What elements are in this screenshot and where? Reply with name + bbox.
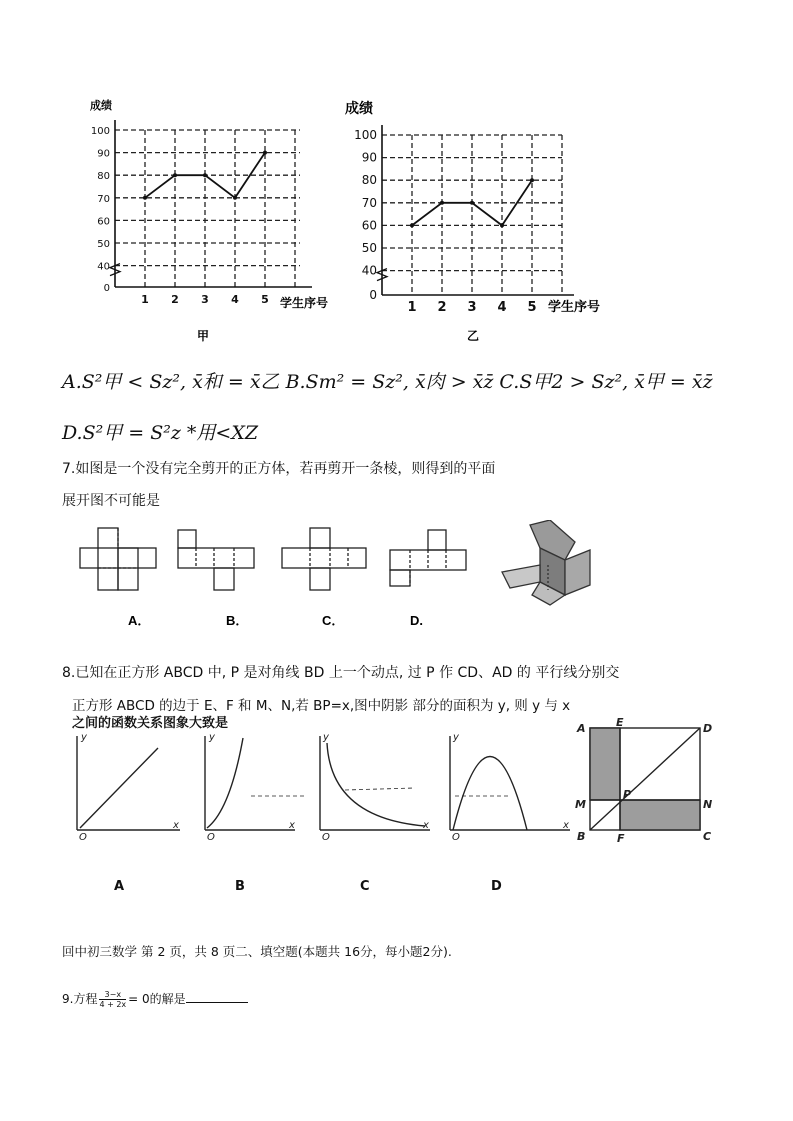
q8-graph-b: [205, 736, 295, 830]
q8-option-d: D: [491, 879, 502, 894]
y-tick-label: 50: [361, 241, 377, 255]
data-point: [440, 201, 444, 205]
q7-figures: [70, 520, 630, 635]
q8-option-a: A: [114, 879, 125, 894]
q8-graph-b-o: O: [207, 832, 215, 843]
q8-graph-c-y: y: [323, 732, 329, 743]
q7-option-a: A．: [128, 613, 151, 628]
data-point: [410, 223, 414, 227]
chart-yi-axes: [377, 125, 574, 295]
x-tick-label: 2: [437, 300, 447, 315]
data-point: [203, 173, 207, 177]
q8-figures: [65, 718, 725, 898]
q8-graph-c-x: x: [423, 820, 429, 831]
q7-net-d: [390, 530, 466, 586]
chart-yi-xticks: [407, 300, 536, 315]
q6-options-line1: [62, 367, 713, 394]
x-tick-label: 4: [497, 300, 507, 315]
data-point: [263, 151, 267, 155]
q7-net-c: [282, 528, 366, 590]
q9-suffix: = 0的解是: [128, 992, 186, 1006]
chart-jia-axes: [110, 120, 312, 287]
q8-graph-b-x: x: [289, 820, 295, 831]
chart-yi-xlabel: 学生序号: [548, 300, 601, 315]
q8-graph-d: [251, 736, 570, 830]
data-point: [500, 223, 504, 227]
y-tick-label: 90: [97, 148, 110, 160]
x-tick-label: 3: [467, 300, 477, 315]
data-point: [233, 196, 237, 200]
y-tick-label: 40: [361, 263, 377, 278]
q7-cut-cube-picture: [502, 520, 590, 605]
q6-options-line2-text: D.S²甲 = S²z *用<XZ: [62, 422, 259, 444]
data-point: [173, 173, 177, 177]
q9-denominator: 4 + 2x: [99, 1000, 127, 1009]
y-tick-label: 70: [97, 193, 110, 205]
x-tick-label: 5: [261, 293, 269, 306]
page-footer: 回中初三数学 第 2 页，共 8 页二、填空题(本题共 16分，每小题2分).: [62, 944, 452, 959]
x-tick-label: 1: [141, 293, 149, 306]
y-tick-label: 40: [97, 261, 110, 273]
x-tick-label: 2: [171, 293, 179, 306]
data-point: [143, 196, 147, 200]
q8-square-label-n: N: [703, 798, 713, 811]
data-point: [530, 178, 534, 182]
q8-square-label-e: E: [616, 718, 624, 729]
x-tick-label: 3: [201, 293, 209, 306]
chart-jia-ylabel: 成绩: [90, 99, 112, 112]
q8-graph-d-y: y: [453, 732, 459, 743]
data-point: [470, 201, 474, 205]
y-tick-label: 60: [97, 216, 110, 228]
q9-prefix: 9.方程: [62, 992, 98, 1006]
y-tick-label: 0: [369, 288, 377, 302]
q9-numerator: 3−x: [99, 990, 126, 1000]
q7-option-d: D.: [410, 613, 423, 628]
y-tick-label: 0: [103, 283, 110, 294]
q7-option-c: C．: [322, 613, 345, 628]
q8-square-label-f: F: [617, 832, 625, 845]
q9-fraction: [99, 990, 126, 1009]
q8-square-label-c: C: [703, 830, 712, 843]
q8-graph-b-y: y: [209, 732, 215, 743]
q7-option-b: B．: [226, 613, 249, 628]
q8-square-figure: [590, 728, 700, 830]
x-tick-label: 4: [231, 293, 239, 306]
q8-graph-c-o: O: [322, 832, 330, 843]
y-tick-label: 60: [361, 218, 377, 233]
q7-text-line2: 展开图不可能是: [62, 493, 160, 509]
x-tick-label: 5: [527, 300, 537, 315]
q8-square-label-a: A: [577, 722, 586, 735]
score-chart-yi: [340, 95, 620, 355]
q8-graph-a: [77, 736, 180, 830]
q8-text-line2: 正方形 ABCD 的边于 E、F 和 M、N,若 BP=x,图中阴影 部分的面积为 y, 则 y 与 x: [72, 698, 571, 714]
chart-jia-xlabel: 学生序号: [280, 296, 329, 310]
q7-text-line1: 7.如图是一个没有完全剪开的正方体，若再剪开一条棱，则得到的平面: [62, 461, 496, 477]
y-tick-label: 100: [90, 126, 110, 137]
y-tick-label: 80: [97, 171, 110, 183]
y-tick-label: 50: [97, 239, 110, 250]
q8-option-c: C: [360, 879, 370, 894]
chart-yi-ylabel: 成绩: [345, 101, 373, 117]
chart-yi-grid: [382, 135, 562, 295]
q8-graph-a-x: x: [173, 820, 179, 831]
q8-square-label-m: M: [575, 798, 586, 811]
q8-square-label-p: P: [623, 788, 632, 801]
y-tick-label: 70: [361, 195, 377, 210]
q8-graph-a-o: O: [79, 832, 87, 843]
q8-square-label-d: D: [703, 722, 713, 735]
q7-net-b: [178, 530, 254, 590]
q9-answer-blank[interactable]: [186, 990, 248, 1003]
q6-options-line1-text: A.S²甲 < Sz², x̄和 = x̄乙 B.Sm² = Sz², x̄肉 > x̄z̄ C.S甲2 > Sz², x̄甲 = x̄z̄: [62, 371, 713, 393]
y-tick-label: 100: [354, 128, 377, 142]
q8-text-line1: 8.已知在正方形 ABCD 中, P 是对角线 BD 上一个动点, 过 P 作 CD、AD 的 平行线分别交: [62, 665, 620, 681]
chart-yi-yticks: [354, 128, 377, 302]
q8-graph-c: [320, 736, 430, 830]
chart-jia-xticks: [141, 293, 269, 306]
q8-graph-a-y: y: [81, 732, 87, 743]
q9-line: [62, 990, 248, 1009]
q6-options-line2: [62, 418, 258, 445]
q8-graph-d-o: O: [452, 832, 460, 843]
y-tick-label: 90: [361, 150, 377, 165]
q7-net-a: [80, 528, 156, 590]
x-tick-label: 1: [407, 300, 417, 315]
chart-jia-yticks: [91, 126, 110, 294]
q8-graph-d-x: x: [563, 820, 569, 831]
chart-yi-caption: 乙: [467, 329, 480, 343]
q8-text-line3: 之间的函数关系图象大致是: [72, 716, 229, 731]
q8-option-b: B: [235, 879, 245, 894]
chart-jia-grid: [115, 130, 300, 287]
q8-square-label-b: B: [577, 830, 586, 843]
y-tick-label: 80: [361, 173, 377, 188]
score-chart-jia: [80, 95, 350, 355]
chart-jia-caption: 甲: [197, 329, 210, 343]
